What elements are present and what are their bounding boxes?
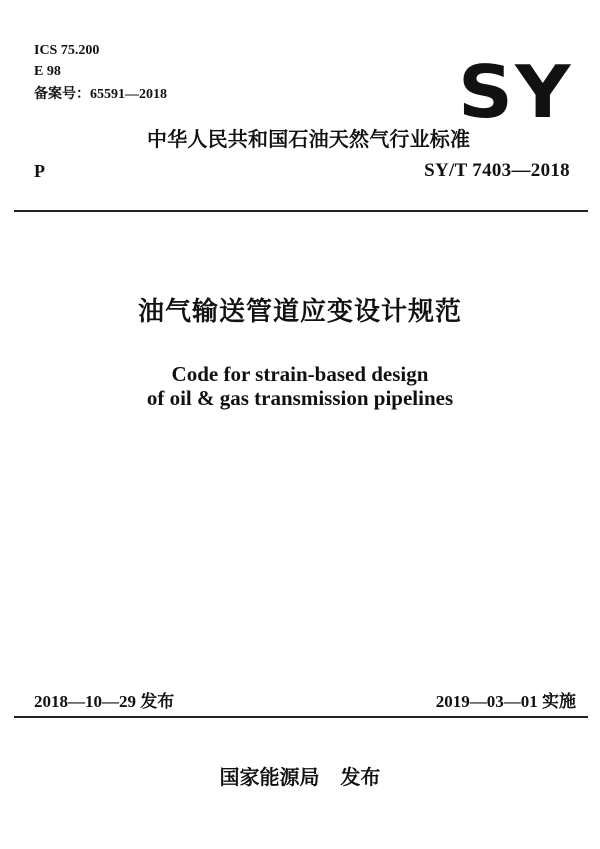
classification-code: E 98 bbox=[34, 64, 61, 79]
ics-code: ICS 75.200 bbox=[34, 43, 100, 58]
standard-logo: SY bbox=[458, 50, 573, 134]
implementation-date: 2019—03—01 实施 bbox=[435, 692, 576, 711]
issue-date: 2018—10—29 发布 bbox=[34, 692, 175, 711]
english-title-line-2: of oil & gas transmission pipelines bbox=[146, 386, 454, 410]
bottom-divider bbox=[14, 716, 588, 718]
standard-type-title: 中华人民共和国石油天然气行业标准 bbox=[147, 127, 471, 151]
category-letter: P bbox=[34, 161, 45, 181]
top-divider bbox=[14, 210, 588, 212]
record-number: 备案号：65591—2018 bbox=[34, 87, 167, 102]
publisher: 国家能源局 发布 bbox=[219, 765, 381, 789]
chinese-title: 油气输送管道应变设计规范 bbox=[137, 297, 462, 327]
standard-number: SY/T 7403—2018 bbox=[424, 160, 570, 181]
english-title-line-1: Code for strain-based design bbox=[171, 362, 429, 386]
